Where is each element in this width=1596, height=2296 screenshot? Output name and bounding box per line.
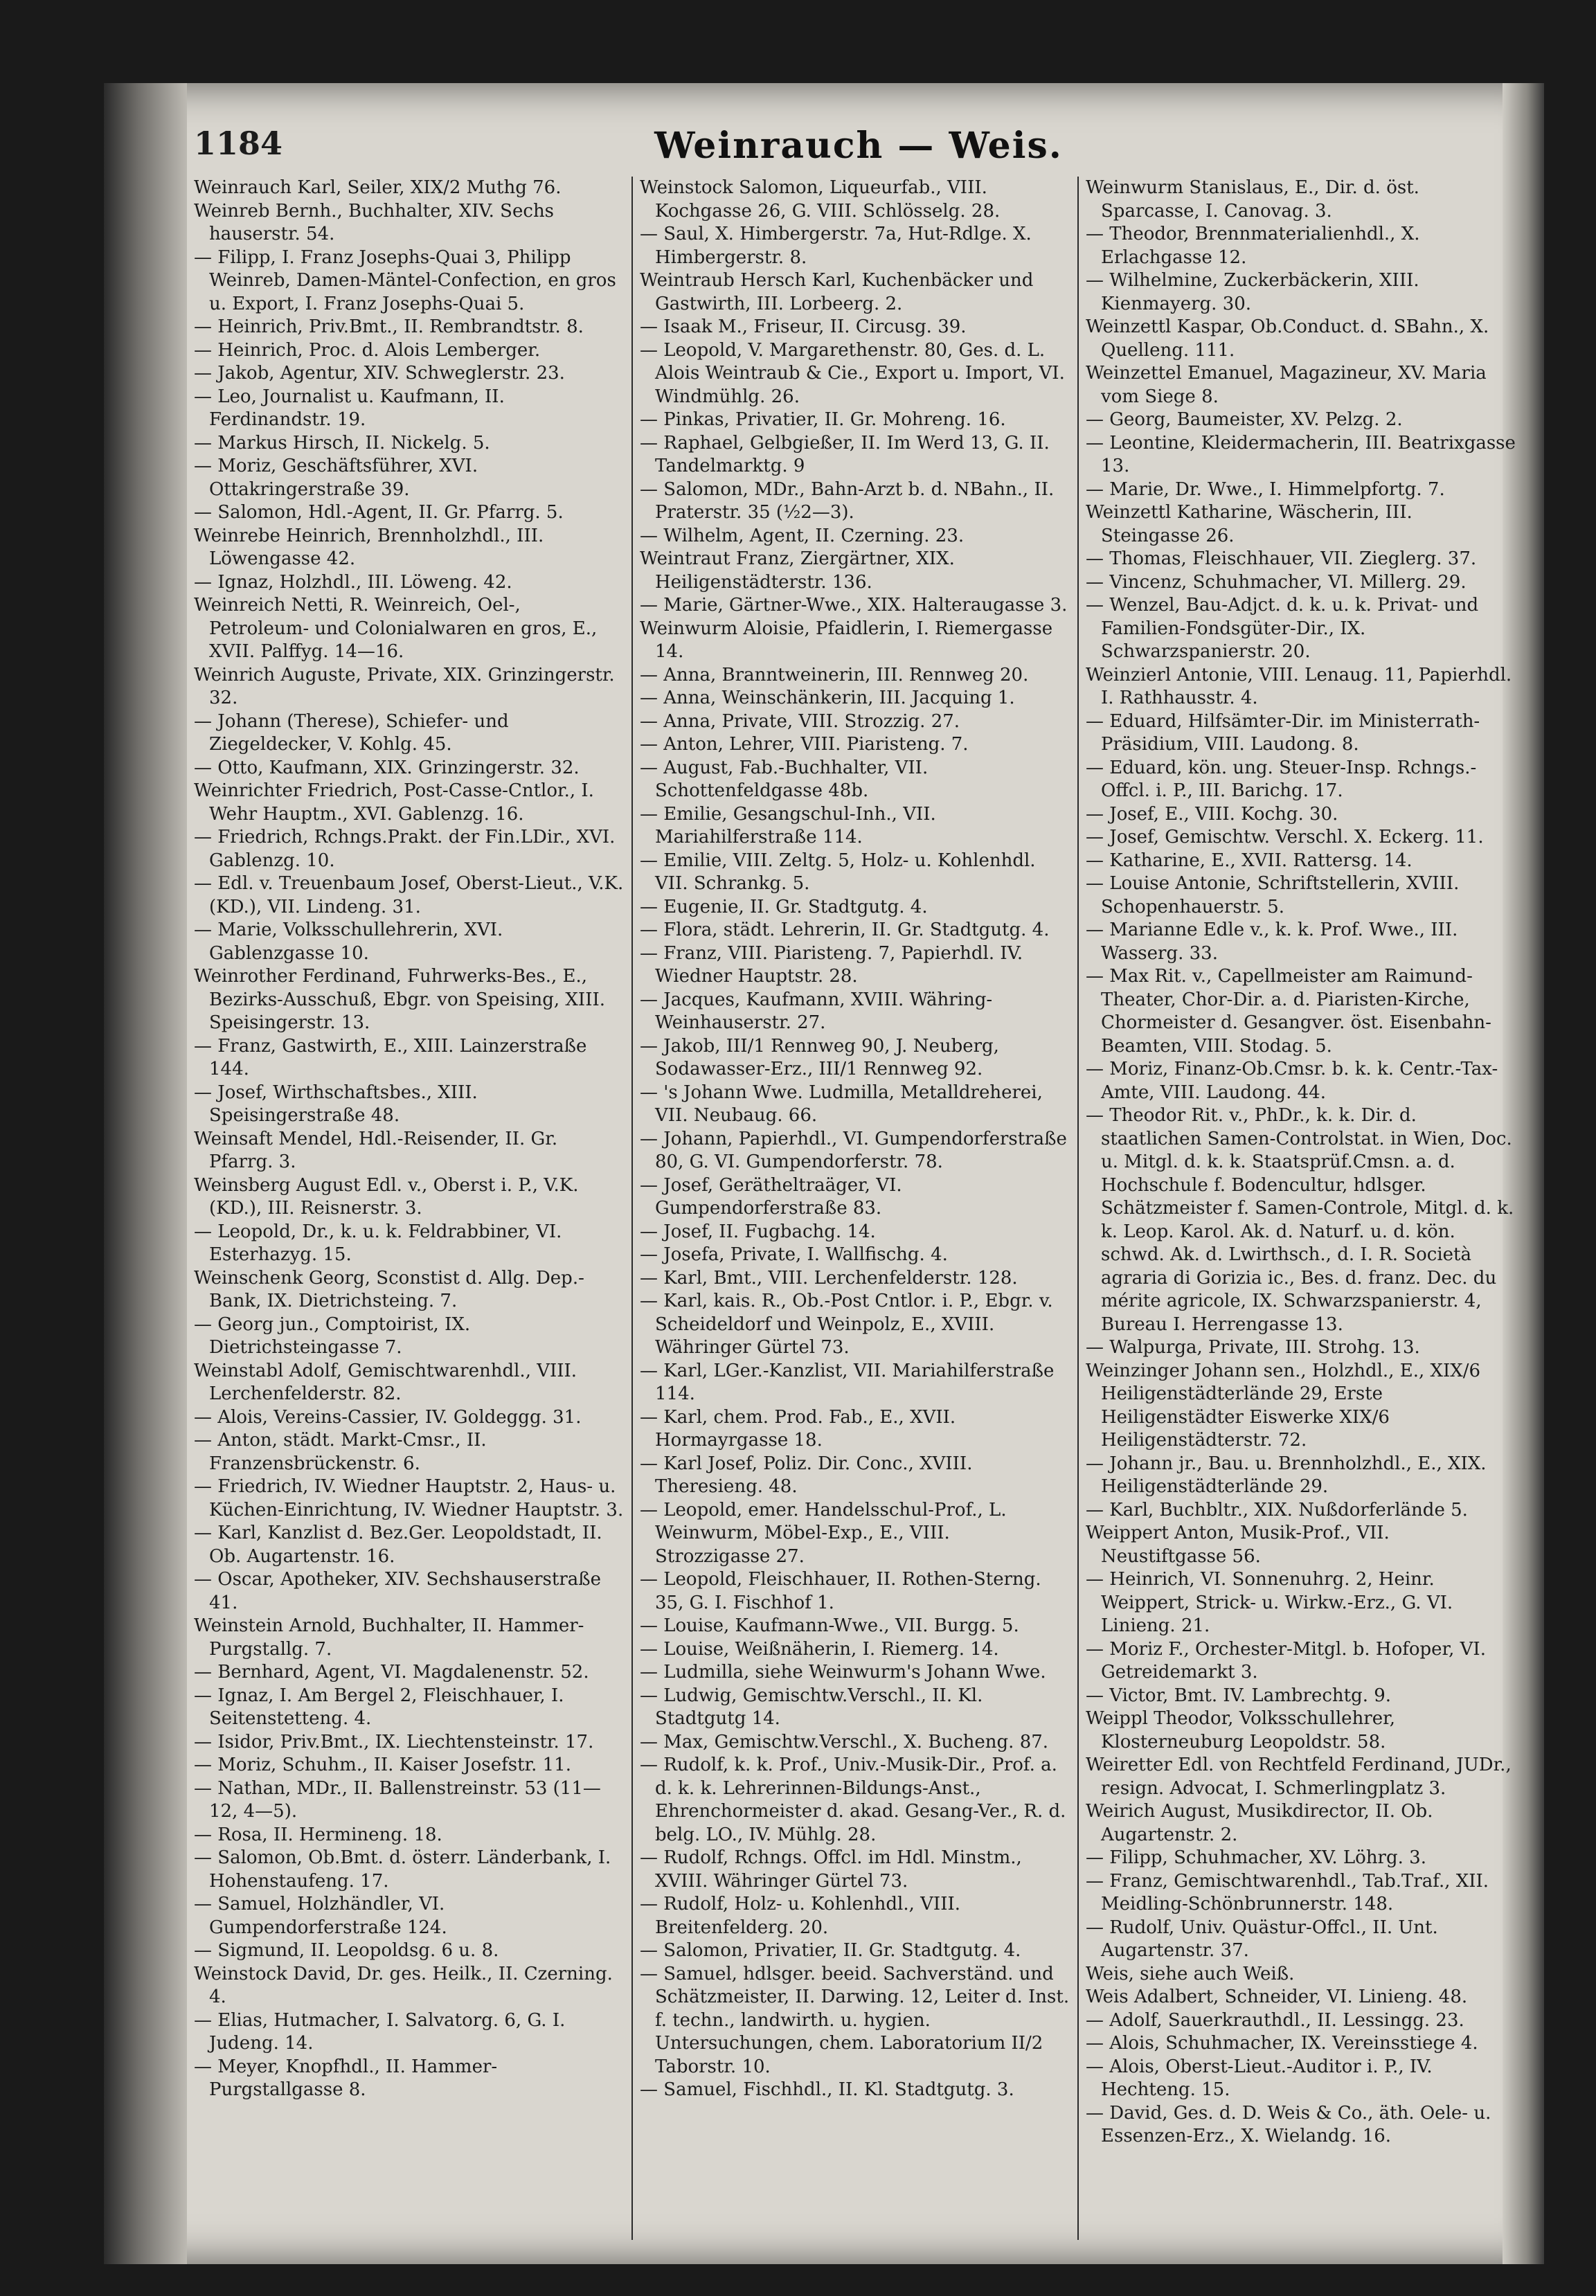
directory-entry: — Theodor, Brennmaterialienhdl., X. Erlachgasse 12. (1086, 224, 1420, 268)
directory-entry: — Vincenz, Schuhmacher, VI. Millerg. 29. (1086, 571, 1467, 593)
directory-entry: — Emilie, VIII. Zeltg. 5, Holz- u. Kohlenhdl. VII. Schrankg. 5. (640, 850, 1036, 894)
directory-entry: — Karl, chem. Prod. Fab., E., XVII. Hormayrgasse 18. (640, 1406, 956, 1451)
directory-entry: Weinzinger Johann sen., Holzhdl., E., XIX/6 Heiligenstädterlände 29, Erste Heiligenstädter Eiswerke XIX/6 Heiligenstädterstr. 72. (1086, 1360, 1481, 1451)
directory-entry: Weinreb Bernh., Buchhalter, XIV. Sechs hauserstr. 54. (194, 200, 555, 244)
directory-entry: — Jakob, III/1 Rennweg 90, J. Neuberg, Sodawasser-Erz., III/1 Rennweg 92. (640, 1035, 999, 1079)
directory-entry: — Johann jr., Bau. u. Brennholzhdl., E., XIX. Heiligenstädterlände 29. (1086, 1453, 1487, 1497)
directory-entry: — Anna, Private, VIII. Strozzig. 27. (640, 710, 960, 732)
directory-entry: — Franz, VIII. Piaristeng. 7, Papierhdl. IV. Wiedner Hauptstr. 28. (640, 942, 1023, 987)
directory-entry: Weippert Anton, Musik-Prof., VII. Neustiftgasse 56. (1086, 1523, 1390, 1567)
column-1 (187, 177, 633, 2240)
directory-entry: — Karl, kais. R., Ob.-Post Cntlor. i. P., Ebgr. v. Scheideldorf und Weinpolz, E., XVIII. Währinger Gürtel 73. (640, 1291, 1053, 1358)
directory-entry: — Thomas, Fleischhauer, VII. Zieglerg. 37. (1086, 548, 1477, 569)
directory-entry: — Ludwig, Gemischtw.Verschl., II. Kl. Stadtgutg 14. (640, 1685, 983, 1729)
directory-entry: — Rudolf, Holz- u. Kohlenhdl., VIII. Breitenfelderg. 20. (640, 1894, 961, 1938)
directory-entry: Weinrother Ferdinand, Fuhrwerks-Bes., E., Bezirks-Ausschuß, Ebgr. von Speising, XIII. Speisingerstr. 13. (194, 966, 606, 1033)
directory-entry: Weinstock David, Dr. ges. Heilk., II. Czerning. 4. (194, 1963, 613, 2007)
directory-entry: — Nathan, MDr., II. Ballenstreinstr. 53 (11—12, 4—5). (194, 1777, 601, 1822)
directory-entry: Weis, siehe auch Weiß. (1086, 1963, 1295, 1984)
directory-entry: — Louise, Kaufmann-Wwe., VII. Burgg. 5. (640, 1615, 1019, 1636)
directory-entry: — Eduard, Hilfsämter-Dir. im Ministerrath-Präsidium, VIII. Laudong. 8. (1086, 710, 1480, 755)
directory-entry: Weiretter Edl. von Rechtfeld Ferdinand, JUDr., resign. Advocat, I. Schmerlingplatz 3. (1086, 1755, 1512, 1799)
directory-entry: Weinstein Arnold, Buchhalter, II. Hammer-Purgstallg. 7. (194, 1615, 584, 1660)
directory-entry: — Louise Antonie, Schriftstellerin, XVIII. Schopenhauerstr. 5. (1086, 873, 1460, 917)
directory-entry: — Karl Josef, Poliz. Dir. Conc., XVIII. Theresieng. 48. (640, 1453, 973, 1497)
directory-entry: — Salomon, Privatier, II. Gr. Stadtgutg. 4. (640, 1940, 1021, 1961)
directory-entry: — Johann, Papierhdl., VI. Gumpendorferstraße 80, G. VI. Gumpendorferstr. 78. (640, 1128, 1067, 1172)
column-2 (633, 177, 1079, 2240)
directory-entry: — Heinrich, Priv.Bmt., II. Rembrandtstr. 8. (194, 316, 584, 337)
directory-entry: — Moriz, Geschäftsführer, XVI. Ottakringerstraße 39. (194, 456, 478, 500)
book-spine (104, 83, 187, 2264)
page-header (194, 125, 1523, 173)
directory-entry: Weinschenk Georg, Sconstist d. Allg. Dep.-Bank, IX. Dietrichsteing. 7. (194, 1267, 584, 1311)
directory-entry: — Friedrich, Rchngs.Prakt. der Fin.LDir., XVI. Gablenzg. 10. (194, 827, 616, 871)
directory-entry: — Jakob, Agentur, XIV. Schweglerstr. 23. (194, 363, 565, 384)
directory-entry: — Markus Hirsch, II. Nickelg. 5. (194, 432, 490, 454)
directory-entry: — Filipp, I. Franz Josephs-Quai 3, Philipp Weinreb, Damen-Mäntel-Confection, en gros u. Export, I. Franz Josephs-Quai 5. (194, 246, 616, 314)
directory-entry: — Filipp, Schuhmacher, XV. Löhrg. 3. (1086, 1847, 1426, 1868)
directory-entry: — Wilhelmine, Zuckerbäckerin, XIII. Kienmayerg. 30. (1086, 270, 1419, 314)
directory-entry: — Marianne Edle v., k. k. Prof. Wwe., III. Wasserg. 33. (1086, 920, 1458, 964)
directory-entry: — Friedrich, IV. Wiedner Hauptstr. 2, Haus- u. Küchen-Einrichtung, IV. Wiedner Hauptstr. 3. (194, 1476, 624, 1521)
directory-entry: — Otto, Kaufmann, XIX. Grinzingerstr. 32. (194, 757, 580, 778)
directory-entry: — Leo, Journalist u. Kaufmann, II. Ferdinandstr. 19. (194, 386, 505, 430)
directory-entry: — Leopold, V. Margarethenstr. 80, Ges. d. L. Alois Weintraub & Cie., Export u. Import, VI. Windmühlg. 26. (640, 339, 1065, 407)
directory-entry: — Anton, städt. Markt-Cmsr., II. Franzensbrückenstr. 6. (194, 1430, 487, 1474)
directory-entry: — Johann (Therese), Schiefer- und Ziegeldecker, V. Kohlg. 45. (194, 710, 509, 755)
directory-entry: — Flora, städt. Lehrerin, II. Gr. Stadtgutg. 4. (640, 920, 1050, 940)
directory-entry: — Wilhelm, Agent, II. Czerning. 23. (640, 525, 965, 546)
directory-entry: Weis Adalbert, Schneider, VI. Linieng. 48. (1086, 1986, 1468, 2007)
directory-entry: — Saul, X. Himbergerstr. 7a, Hut-Rdlge. X. Himbergerstr. 8. (640, 224, 1032, 268)
directory-entry: — Franz, Gemischtwarenhdl., Tab.Traf., XII. Meidling-Schönbrunnerstr. 148. (1086, 1870, 1489, 1914)
directory-entry: Weinrebe Heinrich, Brennholzhdl., III. Löwengasse 42. (194, 525, 544, 569)
directory-entry: — Walpurga, Private, III. Strohg. 13. (1086, 1337, 1420, 1358)
page-number: 1184 (194, 125, 283, 162)
directory-entry: — Louise, Weißnäherin, I. Riemerg. 14. (640, 1638, 999, 1660)
directory-entry: — Rudolf, Univ. Quästur-Offcl., II. Unt. Augartenstr. 37. (1086, 1917, 1438, 1961)
directory-entry: — Theodor Rit. v., PhDr., k. k. Dir. d. staatlichen Samen-Controlstat. in Wien, Doc. u. Mitgl. d. k. k. Staatsprüf.Cmsn. a. d. Hochschule f. Bodencultur, hdlsger. Schätzmeister f. Samen-Controle, Mitgl. d. k. k. Leop. Karol. Ak. d. Naturf. u. d. kön. schwd. Ak. d. Lwirthsch., d. I. R. Società agraria di Gorizia ic., Bes. d. franz. Dec. du mérite agricole, IX. Schwarzspanierstr. 4, Bureau I. Herrengasse 13. (1086, 1105, 1514, 1335)
directory-entry: — Bernhard, Agent, VI. Magdalenenstr. 52. (194, 1662, 589, 1683)
directory-entry: — Elias, Hutmacher, I. Salvatorg. 6, G. I. Judeng. 14. (194, 2009, 566, 2054)
directory-entry: — Heinrich, VI. Sonnenuhrg. 2, Heinr. Weippert, Strick- u. Wirkw.-Erz., G. VI. Linieng. 21. (1086, 1569, 1453, 1636)
directory-entry: — Wenzel, Bau-Adjct. d. k. u. k. Privat- und Familien-Fondsgüter-Dir., IX. Schwarzspanierstr. 20. (1086, 595, 1479, 662)
directory-entry: — Victor, Bmt. IV. Lambrechtg. 9. (1086, 1685, 1392, 1706)
directory-entry: — Isidor, Priv.Bmt., IX. Liechtensteinstr. 17. (194, 1731, 594, 1752)
directory-entry: — Rudolf, Rchngs. Offcl. im Hdl. Minstm., XVIII. Währinger Gürtel 73. (640, 1847, 1022, 1892)
directory-entry: Weinstock Salomon, Liqueurfab., VIII. Kochgasse 26, G. VIII. Schlösselg. 28. (640, 177, 1001, 222)
directory-entry: — Rudolf, k. k. Prof., Univ.-Musik-Dir., Prof. a. d. k. k. Lehrerinnen-Bildungs-Anst., Ehrenchormeister d. akad. Gesang-Ver., R. d. belg. LO., IV. Mühlg. 28. (640, 1755, 1066, 1845)
directory-entry: — Josefa, Private, I. Wallfischg. 4. (640, 1244, 948, 1265)
directory-entry: — Ignaz, I. Am Bergel 2, Fleischhauer, I. Seitenstetteng. 4. (194, 1685, 564, 1729)
directory-entry: — Eduard, kön. ung. Steuer-Insp. Rchngs.-Offcl. i. P., III. Barichg. 17. (1086, 757, 1477, 801)
directory-entry: — Ignaz, Holzhdl., III. Löweng. 42. (194, 571, 512, 593)
directory-entry: — Georg, Baumeister, XV. Pelzg. 2. (1086, 409, 1403, 430)
directory-entry: — Oscar, Apotheker, XIV. Sechshauserstraße 41. (194, 1569, 601, 1613)
directory-entry: — Leopold, Fleischhauer, II. Rothen-Sterng. 35, G. I. Fischhof 1. (640, 1569, 1041, 1613)
directory-entry: — Anton, Lehrer, VIII. Piaristeng. 7. (640, 734, 969, 755)
directory-entry: — Josef, II. Fugbachg. 14. (640, 1221, 876, 1242)
directory-entry: — Josef, E., VIII. Kochg. 30. (1086, 803, 1338, 825)
directory-entry: Weinwurm Aloisie, Pfaidlerin, I. Riemergasse 14. (640, 618, 1053, 662)
directory-entry: Weippl Theodor, Volksschullehrer, Klosterneuburg Leopoldstr. 58. (1086, 1708, 1395, 1752)
directory-entry: — Sigmund, II. Leopoldsg. 6 u. 8. (194, 1940, 499, 1961)
directory-entry: — Georg jun., Comptoirist, IX. Dietrichsteingasse 7. (194, 1313, 471, 1358)
directory-entry: — Karl, Kanzlist d. Bez.Ger. Leopoldstadt, II. Ob. Augartenstr. 16. (194, 1523, 602, 1567)
directory-entry: — Moriz, Schuhm., II. Kaiser Josefstr. 11. (194, 1755, 571, 1775)
directory-entry: Weintraub Hersch Karl, Kuchenbäcker und Gastwirth, III. Lorbeerg. 2. (640, 270, 1034, 314)
column-3 (1079, 177, 1523, 2240)
directory-entry: — Anna, Weinschänkerin, III. Jacquing 1. (640, 688, 1015, 708)
directory-entry: — 's Johann Wwe. Ludmilla, Metalldreherei, VII. Neubaug. 66. (640, 1082, 1043, 1126)
directory-entry: — Leontine, Kleidermacherin, III. Beatrixgasse 13. (1086, 432, 1516, 476)
directory-entry: — Marie, Gärtner-Wwe., XIX. Halteraugasse 3. (640, 595, 1068, 616)
directory-entry: Weinrauch Karl, Seiler, XIX/2 Muthg 76. (194, 177, 562, 198)
directory-entry: — Josef, Gemischtw. Verschl. X. Eckerg. 11. (1086, 827, 1484, 847)
directory-entry: — Alois, Oberst-Lieut.-Auditor i. P., IV. Hechteng. 15. (1086, 2056, 1433, 2100)
directory-entry: — Heinrich, Proc. d. Alois Lemberger. (194, 339, 541, 361)
directory-entry: — Ludmilla, siehe Weinwurm's Johann Wwe. (640, 1662, 1046, 1683)
directory-entry: Weinsberg August Edl. v., Oberst i. P., V.K. (KD.), III. Reisnerstr. 3. (194, 1174, 579, 1219)
running-head: Weinrauch — Weis. (654, 125, 1063, 167)
directory-entry: Weinzettl Kaspar, Ob.Conduct. d. SBahn., X. Quelleng. 111. (1086, 316, 1489, 361)
directory-entry: — Salomon, Ob.Bmt. d. österr. Länderbank, I. Hohenstaufeng. 17. (194, 1847, 611, 1892)
directory-entry: — Eugenie, II. Gr. Stadtgutg. 4. (640, 896, 928, 917)
directory-entry: — Max Rit. v., Capellmeister am Raimund-Theater, Chor-Dir. a. d. Piaristen-Kirche, Chormeister d. Gesangver. öst. Eisenbahn-Beamten, VIII. Stodag. 5. (1086, 966, 1491, 1057)
directory-entry: — Samuel, hdlsger. beeid. Sachverständ. und Schätzmeister, II. Darwing. 12, Leiter d. Inst. f. techn., landwirth. u. hygien. Untersuchungen, chem. Laboratorium II/2 Taborstr. 10. (640, 1963, 1070, 2077)
directory-entry: — Edl. v. Treuenbaum Josef, Oberst-Lieut., V.K. (KD.), VII. Lindeng. 31. (194, 873, 624, 917)
directory-entry: — Salomon, Hdl.-Agent, II. Gr. Pfarrg. 5. (194, 502, 564, 523)
directory-entry: Weinreich Netti, R. Weinreich, Oel-, Petroleum- und Colonialwaren en gros, E., XVII. Palffyg. 14—16. (194, 595, 598, 662)
directory-entry: — Isaak M., Friseur, II. Circusg. 39. (640, 316, 967, 337)
directory-entry: Weinrich Auguste, Private, XIX. Grinzingerstr. 32. (194, 664, 615, 708)
directory-entry: — Jacques, Kaufmann, XVIII. Währing-Weinhauserstr. 27. (640, 989, 993, 1033)
directory-entry: Weinwurm Stanislaus, E., Dir. d. öst. Sparcasse, I. Canovag. 3. (1086, 177, 1419, 222)
directory-entry: Weinstabl Adolf, Gemischtwarenhdl., VIII. Lerchenfelderstr. 82. (194, 1360, 577, 1404)
directory-entry: — Karl, Buchbltr., XIX. Nußdorferlände 5. (1086, 1499, 1468, 1521)
directory-entry: — Anna, Branntweinerin, III. Rennweg 20. (640, 664, 1029, 685)
directory-entry: — Leopold, emer. Handelsschul-Prof., L. Weinwurm, Möbel-Exp., E., VIII. Strozzigasse 27. (640, 1499, 1007, 1567)
directory-entry: — Samuel, Holzhändler, VI. Gumpendorferstraße 124. (194, 1894, 447, 1938)
directory-entry: — August, Fab.-Buchhalter, VII. Schottenfeldgasse 48b. (640, 757, 929, 801)
directory-entry: — Pinkas, Privatier, II. Gr. Mohreng. 16. (640, 409, 1006, 430)
directory-entry: — Emilie, Gesangschul-Inh., VII. Mariahilferstraße 114. (640, 803, 936, 847)
directory-entry: — Moriz F., Orchester-Mitgl. b. Hofoper, VI. Getreidemarkt 3. (1086, 1638, 1486, 1683)
directory-entry: — Leopold, Dr., k. u. k. Feldrabbiner, VI. Esterhazyg. 15. (194, 1221, 562, 1265)
directory-entry: — Rosa, II. Hermineng. 18. (194, 1824, 442, 1845)
directory-entry: — Max, Gemischtw.Verschl., X. Bucheng. 87. (640, 1731, 1049, 1752)
directory-entry: — Alois, Schuhmacher, IX. Vereinsstiege 4. (1086, 2033, 1478, 2054)
columns-container (187, 177, 1523, 2240)
directory-entry: — Marie, Dr. Wwe., I. Himmelpfortg. 7. (1086, 478, 1445, 500)
directory-entry: Weinzettl Katharine, Wäscherin, III. Steingasse 26. (1086, 502, 1413, 546)
directory-entry: — Samuel, Fischhdl., II. Kl. Stadtgutg. 3. (640, 2079, 1014, 2100)
directory-entry: — David, Ges. d. D. Weis & Co., äth. Oele- u. Essenzen-Erz., X. Wielandg. 16. (1086, 2102, 1491, 2146)
directory-entry: — Karl, Bmt., VIII. Lerchenfelderstr. 128. (640, 1267, 1018, 1289)
directory-entry: Weinrichter Friedrich, Post-Casse-Cntlor., I. Wehr Hauptm., XVI. Gablenzg. 16. (194, 780, 594, 825)
directory-entry: — Marie, Volksschullehrerin, XVI. Gablenzgasse 10. (194, 920, 503, 964)
directory-entry: — Katharine, E., XVII. Rattersg. 14. (1086, 850, 1413, 871)
directory-entry: — Josef, Wirthschaftsbes., XIII. Speisingerstraße 48. (194, 1082, 478, 1126)
directory-entry: Weinzierl Antonie, VIII. Lenaug. 11, Papierhdl. I. Rathhausstr. 4. (1086, 664, 1512, 708)
directory-entry: — Raphael, Gelbgießer, II. Im Werd 13, G. II. Tandelmarktg. 9 (640, 432, 1050, 476)
directory-entry: — Moriz, Finanz-Ob.Cmsr. b. k. k. Centr.-Tax-Amte, VIII. Laudong. 44. (1086, 1059, 1498, 1103)
directory-entry: Weintraut Franz, Ziergärtner, XIX. Heiligenstädterstr. 136. (640, 548, 955, 593)
directory-entry: Weirich August, Musikdirector, II. Ob. Augartenstr. 2. (1086, 1801, 1433, 1845)
directory-entry: Weinsaft Mendel, Hdl.-Reisender, II. Gr. Pfarrg. 3. (194, 1128, 558, 1172)
directory-entry: — Adolf, Sauerkrauthdl., II. Lessingg. 23. (1086, 2009, 1464, 2031)
directory-entry: — Karl, LGer.-Kanzlist, VII. Mariahilferstraße 114. (640, 1360, 1055, 1404)
directory-entry: — Josef, Gerätheltraäger, VI. Gumpendorferstraße 83. (640, 1174, 902, 1219)
directory-entry: — Meyer, Knopfhdl., II. Hammer-Purgstallgasse 8. (194, 2056, 498, 2100)
directory-entry: — Salomon, MDr., Bahn-Arzt b. d. NBahn., II. Praterstr. 35 (½2—3). (640, 478, 1055, 523)
directory-entry: — Franz, Gastwirth, E., XIII. Lainzerstraße 144. (194, 1035, 587, 1079)
directory-entry: Weinzettel Emanuel, Magazineur, XV. Maria vom Siege 8. (1086, 363, 1487, 407)
directory-entry: — Alois, Vereins-Cassier, IV. Goldeggg. 31. (194, 1406, 582, 1428)
directory-page (104, 83, 1544, 2264)
